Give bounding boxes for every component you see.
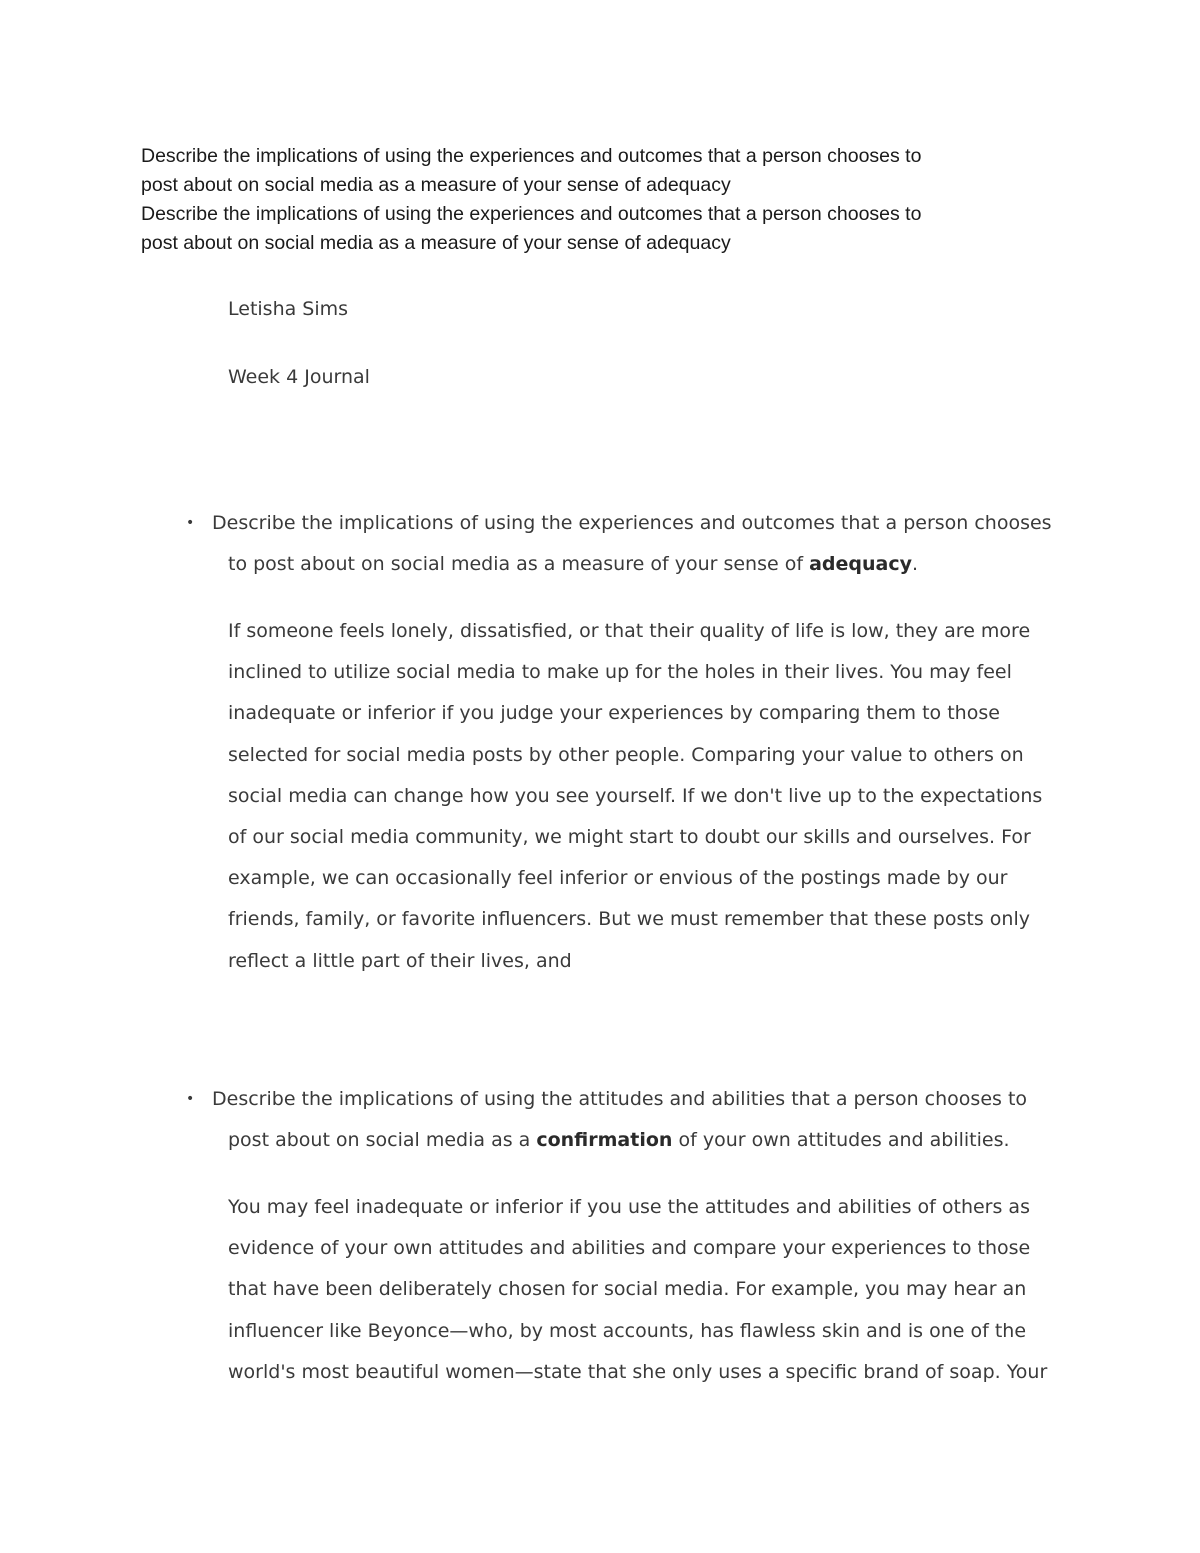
journal-week: Week 4 Journal <box>228 366 370 388</box>
question-2 <box>186 1079 1066 1161</box>
heading-line: Describe the implications of using the experiences and outcomes that a person chooses to <box>141 203 922 225</box>
question-line <box>212 544 1066 585</box>
answer-line: world's most beautiful women—state that she only uses a specific brand of soap. Your <box>228 1360 1048 1383</box>
question-line: Describe the implications of using the experiences and outcomes that a person chooses <box>212 512 1052 534</box>
question-line <box>212 1120 1066 1161</box>
question-text: to post about on social media as a measure of your sense of <box>228 553 810 575</box>
answer-line: social media can change how you see yourself. If we don't live up to the expectations <box>228 784 1043 807</box>
answer-line: friends, family, or favorite influencers. But we must remember that these posts only <box>228 908 1030 931</box>
heading-line: post about on social media as a measure of your sense of adequacy <box>141 174 731 196</box>
answer-1 <box>228 611 1058 982</box>
question-text: post about on social media as a <box>228 1129 537 1151</box>
bullet-icon: • <box>186 515 195 531</box>
answer-line: evidence of your own attitudes and abilities and compare your experiences to those <box>228 1237 1031 1260</box>
author-name: Letisha Sims <box>228 298 349 320</box>
question-section-2 <box>186 1079 1066 1393</box>
answer-line: of our social media community, we might start to doubt our skills and ourselves. For <box>228 826 1031 849</box>
answer-line: that have been deliberately chosen for social media. For example, you may hear an <box>228 1278 1027 1301</box>
question-section-1 <box>186 503 1066 982</box>
question-text: . <box>911 553 919 575</box>
question-text: of your own attitudes and abilities. <box>672 1129 1010 1151</box>
answer-line: example, we can occasionally feel inferior or envious of the postings made by our <box>228 867 1008 890</box>
question-line: Describe the implications of using the attitudes and abilities that a person chooses to <box>212 1088 1028 1110</box>
heading-line: Describe the implications of using the experiences and outcomes that a person chooses to <box>141 145 922 167</box>
answer-line: selected for social media posts by other people. Comparing your value to others on <box>228 743 1024 766</box>
answer-line: influencer like Beyonce—who, by most accounts, has flawless skin and is one of the <box>228 1319 1027 1342</box>
question-emphasis: adequacy <box>809 553 912 575</box>
answer-line: You may feel inadequate or inferior if you use the attitudes and abilities of others as <box>228 1196 1030 1218</box>
heading-block <box>141 142 1041 258</box>
bullet-icon: • <box>186 1091 195 1107</box>
answer-2 <box>228 1187 1058 1393</box>
answer-line: inadequate or inferior if you judge your experiences by comparing them to those <box>228 702 1000 725</box>
answer-line: reflect a little part of their lives, and <box>228 949 572 972</box>
question-emphasis: confirmation <box>536 1129 673 1151</box>
heading-line: post about on social media as a measure of your sense of adequacy <box>141 232 731 254</box>
answer-line: If someone feels lonely, dissatisfied, or that their quality of life is low, they are more <box>228 620 1031 642</box>
answer-line: inclined to utilize social media to make up for the holes in their lives. You may feel <box>228 661 1012 684</box>
question-1 <box>186 503 1066 585</box>
